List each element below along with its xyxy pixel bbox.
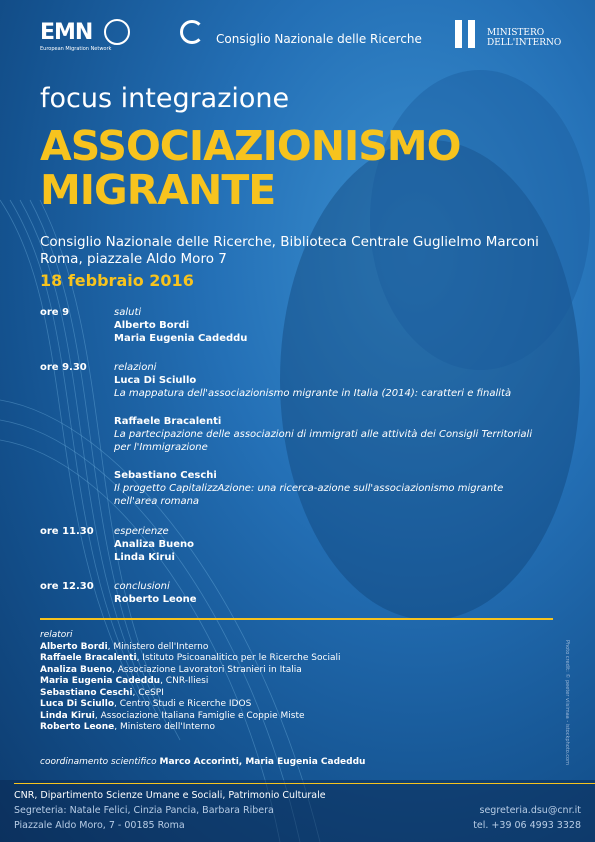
talk-speaker: Raffaele Bracalenti xyxy=(114,416,222,427)
talk-title: nell'area romana xyxy=(114,496,200,507)
event-title: ASSOCIAZIONISMO MIGRANTE xyxy=(40,122,461,214)
talk-title: Il progetto CapitalizzAzione: una ricerca-azione sull'associazionismo migrante xyxy=(114,483,504,494)
emn-logo-subtitle: European Migration Network xyxy=(40,46,112,52)
coord-label: coordinamento scientifico xyxy=(40,757,160,767)
slot-speaker: Roberto Leone xyxy=(114,594,197,605)
slot-speaker: Alberto Bordi xyxy=(114,320,190,331)
speakers-list xyxy=(40,630,340,734)
footer-org: CNR, Dipartimento Scienze Umane e Sociali, Patrimonio Culturale xyxy=(14,790,326,801)
footer-phone: tel. +39 06 4993 3328 xyxy=(473,820,581,831)
cnr-logo-icon xyxy=(180,20,204,44)
emn-emblem-icon xyxy=(104,19,130,45)
logo-bar xyxy=(0,14,595,54)
footer xyxy=(0,780,595,842)
slot-time: ore 9 xyxy=(40,307,70,318)
speaker-entry: Luca Di Sciullo, Centro Studi e Ricerche IDOS xyxy=(40,699,252,709)
speaker-entry: Sebastiano Ceschi, CeSPI xyxy=(40,687,164,698)
slot-kind: conclusioni xyxy=(114,581,170,592)
speaker-entry: Linda Kirui, Associazione Italiana Famiglie e Coppie Miste xyxy=(40,710,305,721)
slot-time: ore 11.30 xyxy=(40,526,94,537)
speaker-entry: Maria Eugenia Cadeddu, CNR-Iliesi xyxy=(40,676,209,686)
slot-speaker: Analiza Bueno xyxy=(114,539,195,550)
emn-logo: EMN xyxy=(40,20,93,45)
slot-speaker: Linda Kirui xyxy=(114,552,175,563)
coord-names: Marco Accorinti, Maria Eugenia Cadeddu xyxy=(159,757,366,767)
speaker-entry: Analiza Bueno, Associazione Lavoratori Stranieri in Italia xyxy=(40,664,302,675)
speaker-entry: Alberto Bordi, Ministero dell'Interno xyxy=(40,641,209,652)
slot-kind: relazioni xyxy=(114,362,157,373)
speaker-entry: Raffaele Bracalenti, Istituto Psicoanalitico per le Ricerche Sociali xyxy=(40,653,341,663)
slot-time: ore 9.30 xyxy=(40,362,87,373)
cnr-logo-text: Consiglio Nazionale delle Ricerche xyxy=(216,32,422,46)
talk-speaker: Luca Di Sciullo xyxy=(114,375,197,386)
footer-email[interactable]: segreteria.dsu@cnr.it xyxy=(479,805,581,816)
slot-kind: saluti xyxy=(114,307,142,318)
kicker: focus integrazione xyxy=(40,83,290,114)
slot-speaker: Maria Eugenia Cadeddu xyxy=(114,333,248,344)
venue: Consiglio Nazionale delle Ricerche, Biblioteca Centrale Guglielmo Marconi Roma, piazzale Aldo Moro 7 xyxy=(40,234,539,267)
footer-address: Piazzale Aldo Moro, 7 - 00185 Roma xyxy=(14,820,185,831)
talk-title: La mappatura dell'associazionismo migrante in Italia (2014): caratteri e finalità xyxy=(114,388,512,399)
slot-time: ore 12.30 xyxy=(40,581,94,592)
ministero-logo-text: MINISTERO DELL'INTERNO xyxy=(487,28,562,48)
talk-speaker: Sebastiano Ceschi xyxy=(114,470,217,481)
footer-divider xyxy=(14,783,595,784)
talk-title: per l'Immigrazione xyxy=(114,442,208,453)
ministero-logo-icon xyxy=(455,20,477,48)
footer-secretariat: Segreteria: Natale Felici, Cinzia Pancia, Barbara Ribera xyxy=(14,805,274,816)
speaker-entry: Roberto Leone, Ministero dell'Interno xyxy=(40,722,215,732)
event-date: 18 febbraio 2016 xyxy=(40,271,194,290)
talk-title: La partecipazione delle associazioni di immigrati alle attività dei Consigli Territoriali xyxy=(114,429,533,440)
speakers-header: relatori xyxy=(40,630,73,640)
slot-kind: esperienze xyxy=(114,526,169,537)
scientific-coordination xyxy=(40,757,365,767)
photo-credit: Photo credit: © peeter viisimaa - istockphoto.com xyxy=(564,640,570,765)
divider xyxy=(40,618,553,620)
